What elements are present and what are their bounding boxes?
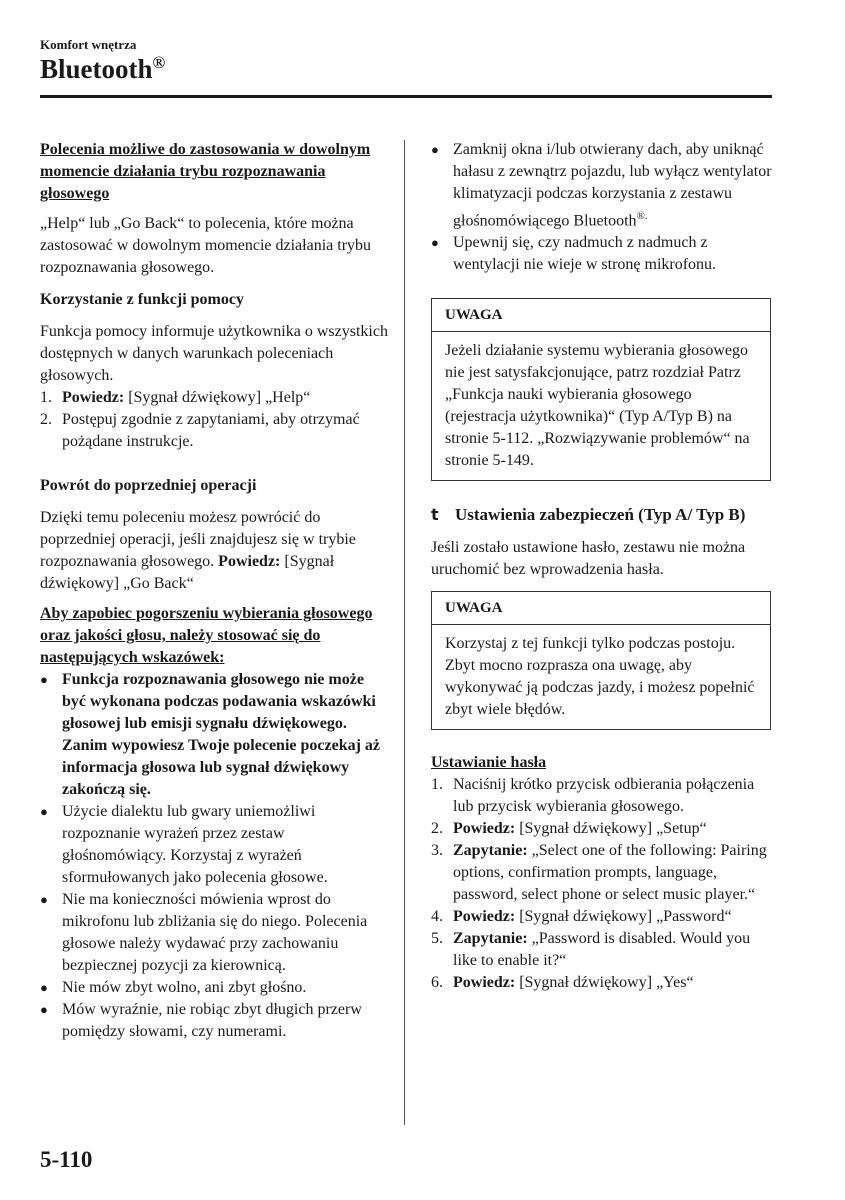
list-item: 3. Zapytanie: „Select one of the following: Pairing options, confirmation prompts, language, password, select phone or select music player.“	[431, 842, 767, 904]
list-item: 1. Naciśnij krótko przycisk odbierania połączenia lub przycisk wybierania głosowego.	[431, 776, 755, 816]
right-column	[431, 139, 775, 994]
list-item: ● Upewnij się, czy nadmuch z nadmuch z wentylacji nie wieje w stronę mikrofonu.	[431, 232, 775, 276]
registered-mark: ®.	[636, 210, 648, 222]
bullet-icon: ●	[40, 804, 48, 819]
list-item: ● Użycie dialektu lub gwary uniemożliwi rozpoznanie wyrażeń przez zestaw głośnomówiący. Korzystaj z wyrażeń sformułowanych jako polecenia głosowe.	[40, 801, 390, 889]
section-title-text: Ustawienia zabezpieczeń (Typ A/ Typ B)	[455, 505, 746, 525]
list-item: 6. Powiedz: [Sygnał dźwiękowy] „Yes“	[431, 974, 694, 992]
step-number: 2.	[40, 411, 52, 428]
note-box	[431, 591, 771, 730]
tips-list-continued	[431, 139, 775, 276]
help-steps	[40, 387, 390, 453]
bullet-icon: ●	[40, 1002, 48, 1017]
note-body: Korzystaj z tej funkcji tylko podczas postoju. Zbyt mocno rozprasza ona uwagę, aby wykonywać ją podczas jazdy, i możesz popełnić zbyt wiele błędów.	[445, 635, 755, 719]
list-item: ● Nie ma konieczności mówienia wprost do mikrofonu lub zbliżania się do niego. Polecenia głosowe należy wydawać przy zachowaniu bezpiecznej pozycji za kierownicą.	[40, 889, 390, 977]
step-number: 1.	[40, 389, 52, 406]
tips-heading: Aby zapobiec pogorszeniu wybierania głosowego oraz jakości głosu, należy stosować się do następujących wskazówek:	[40, 605, 373, 666]
back-paragraph-text: Dzięki temu poleceniu możesz powrócić do poprzedniej operacji, jeśli znajdujesz się w trybie rozpoznawania głosowego.	[40, 509, 356, 570]
security-paragraph: Jeśli zostało ustawione hasło, zestawu nie można uruchomić bez wprowadzenia hasła.	[431, 539, 746, 579]
bullet-icon: ●	[40, 980, 48, 995]
step-text: [Sygnał dźwiękowy] „Help“	[124, 389, 311, 406]
list-item: 5. Zapytanie: „Password is disabled. Would you like to enable it?“	[431, 930, 751, 970]
step-text: Postępuj zgodnie z zapytaniami, aby otrzymać pożądane instrukcje.	[62, 411, 360, 450]
section-marker: t	[431, 505, 439, 525]
column-divider	[404, 140, 405, 1125]
password-steps	[431, 774, 775, 994]
list-item	[40, 409, 390, 453]
bullet-icon: ●	[40, 672, 48, 687]
left-column	[40, 139, 390, 1043]
help-paragraph: Funkcja pomocy informuje użytkownika o wszystkich dostępnych w danych warunkach poleceniach głosowych.	[40, 323, 388, 384]
back-command: [Sygnał dźwiękowy] „Go Back“	[40, 553, 335, 592]
page-title	[40, 52, 165, 86]
list-item: ● Nie mów zbyt wolno, ani zbyt głośno.	[40, 977, 390, 999]
note-body: Jeżeli działanie systemu wybierania głosowego nie jest satysfakcjonujące, patrz rozdział Patrz „Funkcja nauki wybierania głosowego (rejestracja użytkownika)“ (Typ A/Typ B) na stronie 5-112. „Rozwiązywanie problemów“ na stronie 5-149.	[445, 342, 750, 470]
page-number: 5-110	[40, 1147, 93, 1172]
note-heading: UWAGA	[432, 299, 770, 332]
commands-paragraph: „Help“ lub „Go Back“ to polecenia, które można zastosować w dowolnym momencie działania trybu rozpoznawania głosowego.	[40, 215, 372, 276]
list-item: 2. Powiedz: [Sygnał dźwiękowy] „Setup“	[431, 820, 707, 838]
back-label: Powiedz:	[218, 553, 281, 570]
list-item: 4. Powiedz: [Sygnał dźwiękowy] „Password“	[431, 908, 732, 926]
bullet-icon: ●	[431, 142, 439, 157]
header-rule	[40, 95, 772, 98]
section-label: Komfort wnętrza	[40, 37, 137, 52]
list-item: ● Mów wyraźnie, nie robiąc zbyt długich przerw pomiędzy słowami, czy numerami.	[40, 999, 390, 1043]
list-item: ● Zamknij okna i/lub otwierany dach, aby uniknąć hałasu z zewnątrz pojazdu, lub wyłącz wentylator klimatyzacji podczas korzystania z zestawu głośnomówiącego Bluetooth®.	[431, 139, 775, 232]
list-item	[40, 387, 390, 409]
bullet-icon: ●	[431, 235, 439, 251]
back-paragraph	[40, 507, 390, 595]
step-label: Powiedz:	[62, 389, 125, 406]
bullet-icon: ●	[40, 892, 48, 907]
commands-heading: Polecenia możliwe do zastosowania w dowolnym momencie działania trybu rozpoznawania głosowego	[40, 141, 371, 202]
page-title-text: Bluetooth	[40, 54, 153, 84]
tips-list	[40, 669, 390, 1043]
note-box	[431, 298, 771, 481]
security-section-title	[431, 503, 775, 527]
back-subheading: Powrót do poprzedniej operacji	[40, 477, 257, 494]
registered-mark: ®	[152, 53, 166, 72]
password-heading: Ustawianie hasła	[431, 754, 547, 772]
note-heading: UWAGA	[432, 592, 770, 625]
list-item: ● Funkcja rozpoznawania głosowego nie może być wykonana podczas podawania wskazówki głosowej lub emisji sygnału dźwiękowego. Zanim wypowiesz Twoje polecenie poczekaj aż informacja głosowa lub sygnał dźwiękowy zakończą się.	[40, 669, 390, 801]
help-subheading: Korzystanie z funkcji pomocy	[40, 291, 244, 308]
